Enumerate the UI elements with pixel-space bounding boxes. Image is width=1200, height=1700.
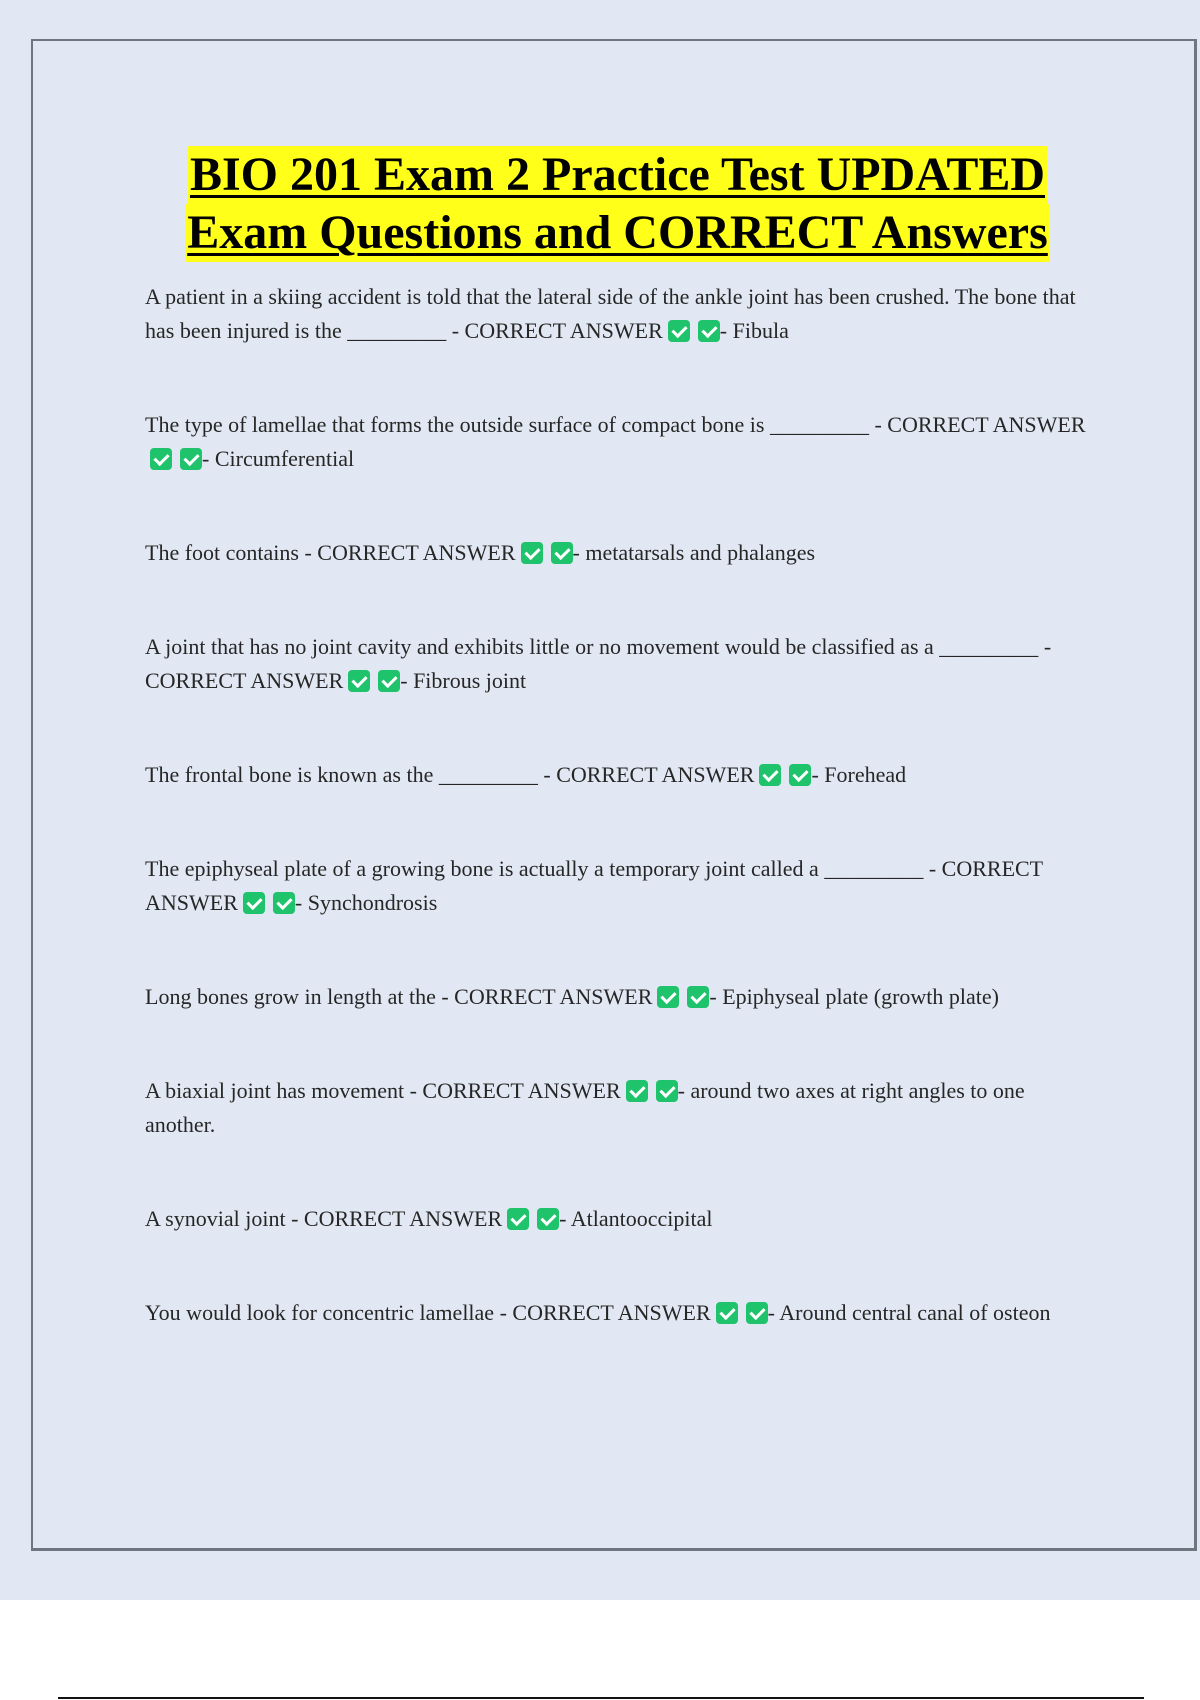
question-text: The epiphyseal plate of a growing bone is actually a temporary joint called a _________ (145, 856, 924, 881)
qa-list (145, 280, 1090, 1330)
title-line-2: Exam Questions and CORRECT Answers (185, 204, 1050, 262)
answer-marker: - CORRECT ANSWER (409, 1078, 621, 1103)
check-icon (698, 320, 720, 342)
question-text: A joint that has no joint cavity and exhibits little or no movement would be classified as a _________ (145, 634, 1039, 659)
question-text: You would look for concentric lamellae (145, 1300, 495, 1325)
answer-marker: - CORRECT ANSWER (291, 1206, 503, 1231)
check-icon (759, 764, 781, 786)
answer-marker: - CORRECT ANSWER (451, 318, 663, 343)
answer-text: - Circumferential (202, 446, 355, 471)
footer-rule (58, 1697, 1144, 1699)
check-icon (378, 670, 400, 692)
qa-item (145, 536, 1090, 570)
check-icon (521, 542, 543, 564)
answer-text: - metatarsals and phalanges (572, 540, 816, 565)
answer-text: - Synchondrosis (294, 890, 438, 915)
question-text: Long bones grow in length at the (145, 984, 436, 1009)
qa-item (145, 1296, 1090, 1330)
answer-marker: - CORRECT ANSWER (304, 540, 516, 565)
check-icon (348, 670, 370, 692)
check-icon (551, 542, 573, 564)
qa-item (145, 1202, 1090, 1236)
question-text: The foot contains (145, 540, 299, 565)
question-text: A patient in a skiing accident is told that the lateral side of the ankle joint has been crushed. The bone that has been injured is the _________ (145, 284, 1076, 343)
answer-marker: - CORRECT ANSWER (145, 856, 1043, 915)
qa-item (145, 1074, 1090, 1142)
answer-text: - Atlantooccipital (559, 1206, 713, 1231)
check-icon (716, 1302, 738, 1324)
answer-marker: - CORRECT ANSWER (145, 634, 1052, 693)
check-icon (273, 892, 295, 914)
answer-text: - Around central canal of osteon (767, 1300, 1051, 1325)
question-text: The type of lamellae that forms the outside surface of compact bone is _________ (145, 412, 869, 437)
qa-item (145, 408, 1090, 476)
title-line-1: BIO 201 Exam 2 Practice Test UPDATED (188, 146, 1047, 204)
qa-item (145, 280, 1090, 348)
check-icon (243, 892, 265, 914)
check-icon (746, 1302, 768, 1324)
question-text: A biaxial joint has movement (145, 1078, 405, 1103)
answer-marker: - CORRECT ANSWER (874, 412, 1086, 437)
answer-text: - Forehead (811, 762, 907, 787)
check-icon (687, 986, 709, 1008)
check-icon (657, 986, 679, 1008)
answer-text: - Fibrous joint (400, 668, 527, 693)
document-title (0, 146, 1200, 262)
check-icon (180, 448, 202, 470)
check-icon (789, 764, 811, 786)
answer-marker: - CORRECT ANSWER (543, 762, 755, 787)
check-icon (537, 1208, 559, 1230)
check-icon (656, 1080, 678, 1102)
answer-text: - Fibula (719, 318, 789, 343)
answer-text: - around two axes at right angles to one another. (145, 1078, 1025, 1137)
qa-item (145, 980, 1090, 1014)
answer-marker: - CORRECT ANSWER (499, 1300, 711, 1325)
question-text: A synovial joint (145, 1206, 286, 1231)
question-text: The frontal bone is known as the _________ (145, 762, 538, 787)
check-icon (507, 1208, 529, 1230)
check-icon (626, 1080, 648, 1102)
qa-item (145, 630, 1090, 698)
answer-marker: - CORRECT ANSWER (441, 984, 653, 1009)
qa-item (145, 852, 1090, 920)
check-icon (668, 320, 690, 342)
check-icon (150, 448, 172, 470)
qa-item (145, 758, 1090, 792)
answer-text: - Epiphyseal plate (growth plate) (709, 984, 999, 1009)
